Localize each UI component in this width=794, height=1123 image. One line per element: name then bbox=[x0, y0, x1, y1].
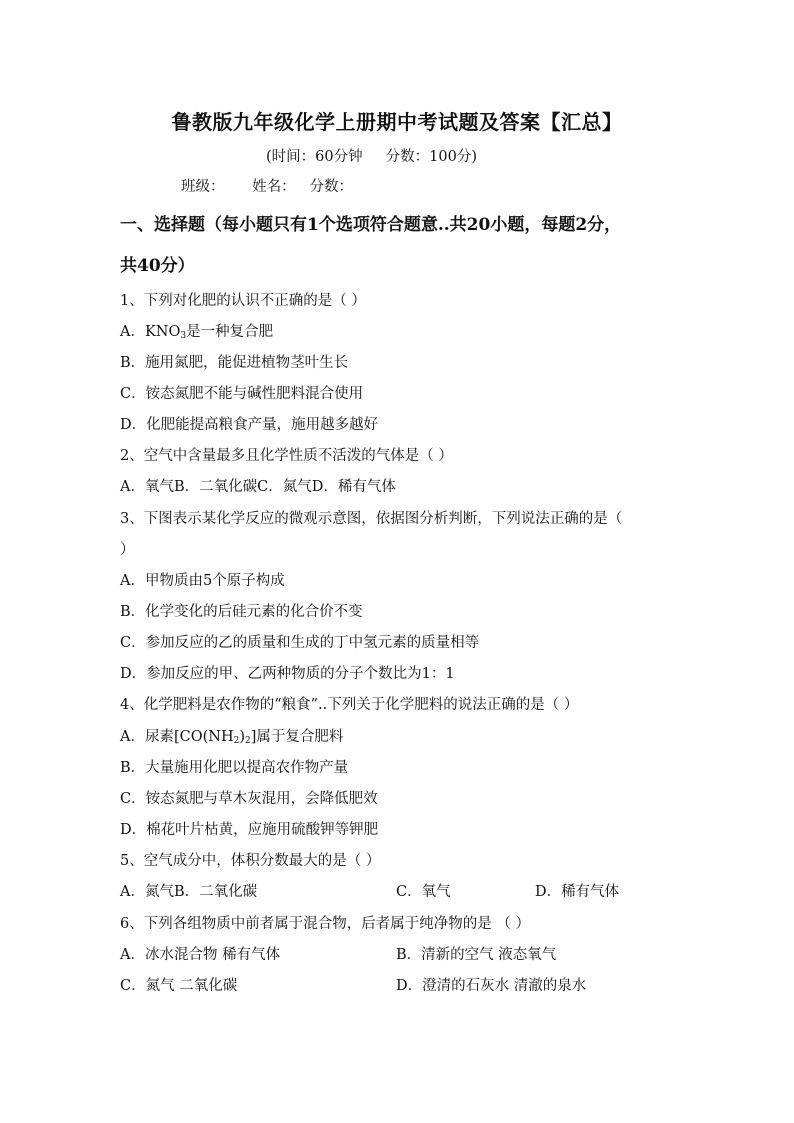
question-3-option-a: A．甲物质由5个原子构成 bbox=[120, 573, 285, 589]
question-6-option-a: A．冰水混合物 稀有气体 bbox=[120, 947, 281, 963]
question-4-option-b: B．大量施用化肥以提高农作物产量 bbox=[120, 760, 349, 776]
student-info-line: 班级： 姓名： 分数： bbox=[181, 179, 353, 195]
question-4-option-d: D．棉花叶片枯黄，应施用硫酸钾等钾肥 bbox=[120, 822, 379, 838]
question-5-option-ab: A．氮气B．二氧化碳 bbox=[120, 884, 258, 900]
question-2-options: A．氧气B．二氧化碳C．氮气D．稀有气体 bbox=[120, 479, 396, 495]
question-3-option-c: C．参加反应的乙的质量和生成的丁中氢元素的质量相等 bbox=[120, 635, 480, 651]
time-score-info: (时间：60分钟 分数：100分) bbox=[266, 149, 477, 165]
question-5-option-c: C．氧气 bbox=[396, 884, 451, 900]
question-2-stem: 2、空气中含量最多且化学性质不活泼的气体是（ ） bbox=[120, 448, 453, 464]
question-4-option-c: C．铵态氮肥与草木灰混用，会降低肥效 bbox=[120, 791, 378, 807]
question-1-option-b: B．施用氮肥，能促进植物茎叶生长 bbox=[120, 355, 349, 371]
option-text: 是一种复合肥 bbox=[186, 324, 274, 340]
subscript: 2 bbox=[233, 736, 240, 746]
option-text: A．尿素[CO(NH bbox=[120, 729, 234, 745]
question-6-option-d: D．澄清的石灰水 清澈的泉水 bbox=[396, 978, 587, 994]
section-heading-line2: 共40分） bbox=[120, 256, 195, 276]
question-5-stem: 5、空气成分中，体积分数最大的是（ ） bbox=[120, 853, 381, 869]
question-6-stem: 6、下列各组物质中前者属于混合物，后者属于纯净物的是 （ ） bbox=[120, 916, 530, 932]
question-6-option-c: C．氮气 二氧化碳 bbox=[120, 978, 238, 994]
option-text: A．KNO bbox=[120, 324, 181, 340]
page-title: 鲁教版九年级化学上册期中考试题及答案【汇总】 bbox=[171, 110, 623, 134]
question-1-option-c: C．铵态氮肥不能与碱性肥料混合使用 bbox=[120, 386, 364, 402]
option-text: ) bbox=[239, 729, 246, 745]
question-5-option-d: D．稀有气体 bbox=[535, 884, 620, 900]
question-1-option-d: D．化肥能提高粮食产量，施用越多越好 bbox=[120, 417, 379, 433]
question-1-stem: 1、下列对化肥的认识不正确的是（ ） bbox=[120, 293, 366, 309]
section-heading-line1: 一、选择题（每小题只有1个选项符合题意..共20小题，每题2分， bbox=[120, 215, 622, 235]
subscript: 3 bbox=[180, 331, 187, 341]
question-1-option-a bbox=[120, 320, 273, 341]
question-3-stem-cont: ） bbox=[120, 542, 135, 558]
question-4-stem: 4、化学肥料是农作物的“粮食”..下列关于化学肥料的说法正确的是（ ） bbox=[120, 697, 579, 713]
question-3-option-b: B．化学变化的后硅元素的化合价不变 bbox=[120, 604, 363, 620]
option-text: ]属于复合肥料 bbox=[250, 729, 344, 745]
question-3-option-d: D．参加反应的甲、乙两种物质的分子个数比为1：1 bbox=[120, 666, 455, 682]
question-6-option-b: B．清新的空气 液态氧气 bbox=[396, 947, 557, 963]
subscript: 2 bbox=[245, 736, 251, 746]
question-3-stem: 3、下图表示某化学反应的微观示意图，依据图分析判断，下列说法正确的是（ bbox=[120, 511, 623, 527]
question-4-option-a bbox=[120, 725, 343, 746]
